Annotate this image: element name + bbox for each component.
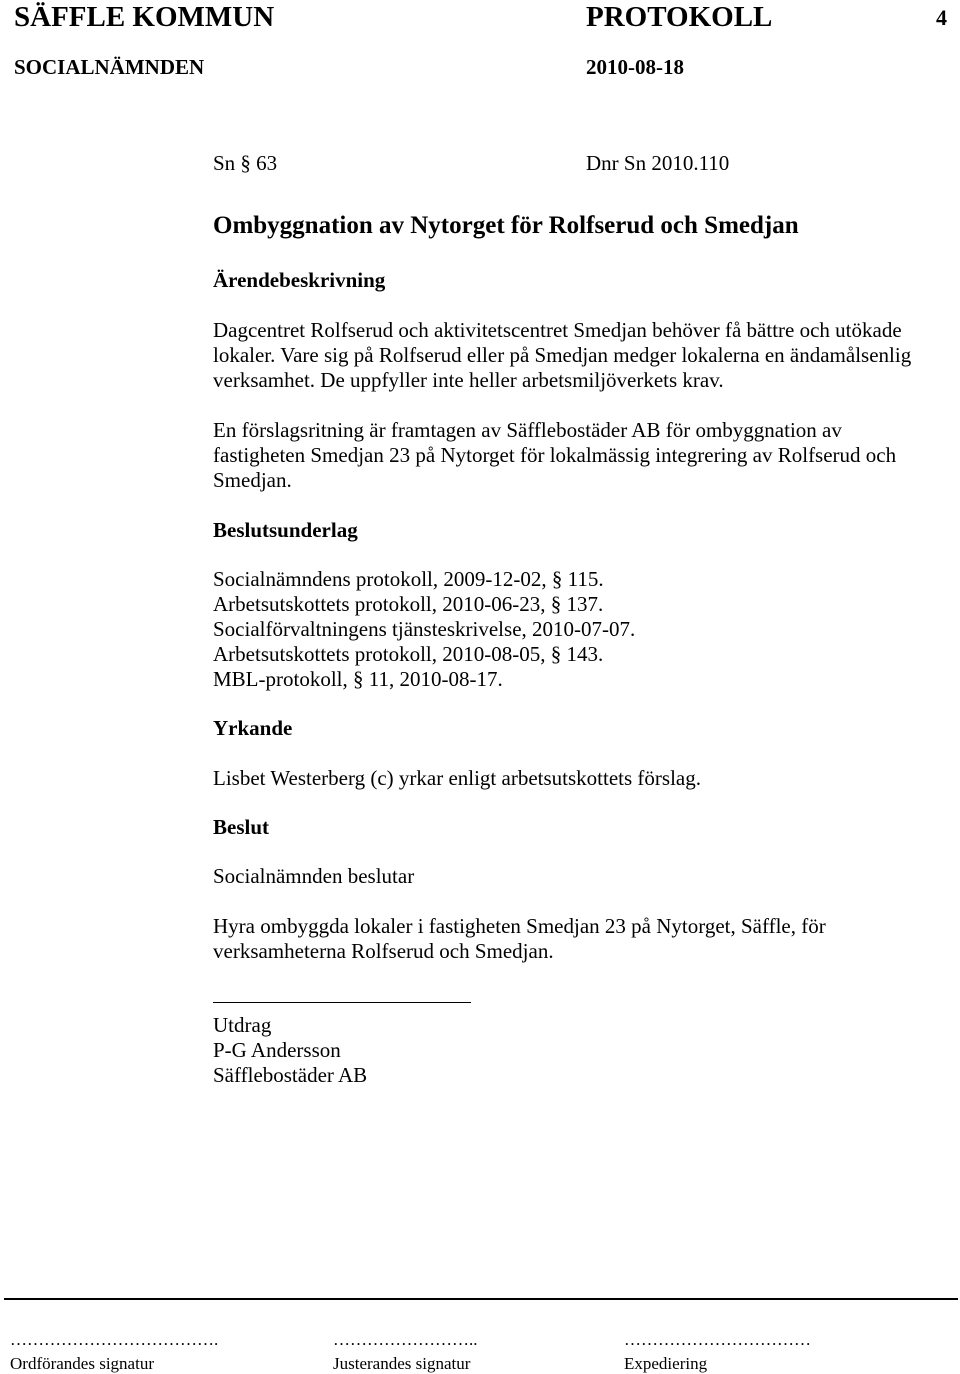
chair-signature-label: Ordförandes signatur bbox=[10, 1354, 154, 1373]
basis-item: Arbetsutskottets protokoll, 2010-06-23, § 137. bbox=[213, 592, 604, 616]
diary-number: Dnr Sn 2010.110 bbox=[586, 151, 730, 175]
distribution-block bbox=[213, 1013, 913, 1088]
case-title: Ombyggnation av Nytorget för Rolfserud och Smedjan bbox=[213, 212, 799, 239]
motion-text: Lisbet Westerberg (c) yrkar enligt arbetsutskottets förslag. bbox=[213, 766, 701, 790]
description-heading: Ärendebeskrivning bbox=[213, 268, 386, 292]
footer-rule bbox=[4, 1298, 958, 1300]
decision-text: Hyra ombyggda lokaler i fastigheten Smedjan 23 på Nytorget, Säffle, för verksamheterna Rolfserud och Smedjan. bbox=[213, 914, 826, 963]
basis-item: Arbetsutskottets protokoll, 2010-08-05, § 143. bbox=[213, 642, 604, 666]
department-name: SOCIALNÄMNDEN bbox=[14, 55, 205, 79]
organization-name: SÄFFLE KOMMUN bbox=[14, 1, 275, 33]
adjuster-signature-label: Justerandes signatur bbox=[333, 1354, 471, 1373]
chair-signature-line: ………………………………. bbox=[10, 1330, 219, 1349]
dispatch-line: …………………………… bbox=[624, 1330, 811, 1349]
basis-item: Socialnämndens protokoll, 2009-12-02, § 115. bbox=[213, 567, 604, 591]
decision-intro: Socialnämnden beslutar bbox=[213, 864, 415, 888]
basis-list bbox=[213, 567, 913, 692]
dispatch-label: Expediering bbox=[624, 1354, 708, 1373]
page-number: 4 bbox=[936, 5, 947, 30]
document-type: PROTOKOLL bbox=[586, 1, 773, 33]
basis-heading: Beslutsunderlag bbox=[213, 518, 358, 542]
meeting-date: 2010-08-18 bbox=[586, 55, 684, 79]
distribution-label: Utdrag bbox=[213, 1013, 272, 1037]
basis-item: MBL-protokoll, § 11, 2010-08-17. bbox=[213, 667, 503, 691]
decision-heading: Beslut bbox=[213, 815, 270, 839]
motion-heading: Yrkande bbox=[213, 716, 293, 740]
distribution-rule bbox=[213, 1002, 471, 1003]
description-paragraph-1: Dagcentret Rolfserud och aktivitetscentret Smedjan behöver få bättre och utökade lokaler. Vare sig på Rolfserud eller på Smedjan medger lokalerna en ändamålsenlig verksamhet. De uppfyller inte heller arbetsmiljöverkets krav. bbox=[213, 318, 912, 392]
description-paragraph-2: En förslagsritning är framtagen av Säfflebostäder AB för ombyggnation av fastigheten Smedjan 23 på Nytorget för lokalmässig integrering av Rolfserud och Smedjan. bbox=[213, 418, 897, 492]
adjuster-signature-line: …………………….. bbox=[333, 1330, 478, 1349]
distribution-recipient: Säfflebostäder AB bbox=[213, 1063, 368, 1087]
section-number: Sn § 63 bbox=[213, 151, 278, 175]
basis-item: Socialförvaltningens tjänsteskrivelse, 2010-07-07. bbox=[213, 617, 636, 641]
distribution-recipient: P-G Andersson bbox=[213, 1038, 341, 1062]
